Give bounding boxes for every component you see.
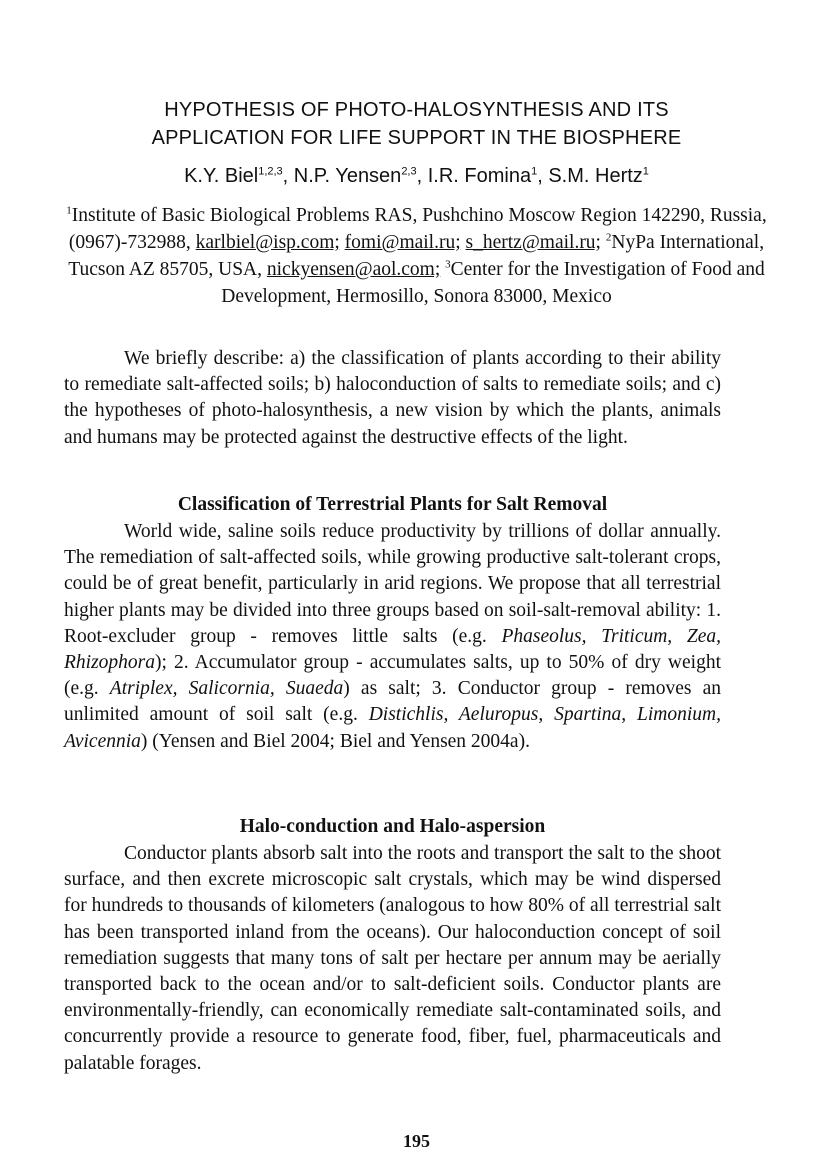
section-heading: Classification of Terrestrial Plants for Salt Removal — [177, 494, 608, 515]
abstract-paragraph: We briefly describe: a) the classification of plants according to their ability to remediate salt-affected soils; b) haloconduction of salts to remediate soils; and c) the hypotheses of photo-halosynthesis, a new vision by which the plants, animals and humans may be protected against the destructive effects of the light. — [64, 348, 721, 448]
author-name: S.M. Hertz — [548, 165, 643, 187]
author-affiliation-mark: 2,3 — [401, 165, 417, 178]
body-paragraph — [64, 519, 721, 755]
affiliation-mark: 2 — [605, 231, 612, 244]
affiliation-text: NyPa International, Tucson AZ 85705, USA, — [68, 232, 765, 280]
section-heading: Halo-conduction and Halo-aspersion — [239, 816, 546, 837]
author-affiliation-mark: 1 — [642, 165, 649, 178]
body-text: ) (Yensen and Biel 2004; Biel and Yensen 2004a). — [140, 730, 530, 752]
title-line-1: HYPOTHESIS OF PHOTO-HALOSYNTHESIS AND ITS — [164, 99, 669, 121]
body-text: ); 2. Accumulator group - accumulates salts, up to 50% of dry weight (e.g. — [64, 652, 721, 700]
affiliation-text: Center for the Investigation of Food and Development, Hermosillo, Sonora 83000, Mexico — [221, 259, 765, 307]
title-line-2: APPLICATION FOR LIFE SUPPORT IN THE BIOSPHERE — [151, 127, 682, 149]
author-name: I.R. Fomina — [427, 165, 532, 187]
email-link[interactable]: fomi@mail.ru; — [344, 232, 461, 253]
affiliations — [62, 202, 771, 310]
affiliation-mark: 3 — [445, 258, 451, 271]
genus-list: Phaseolus, Triticum, Zea, Rhizophora — [64, 625, 721, 674]
email-link[interactable]: nickyensen@aol.com; — [266, 259, 441, 280]
body-text: ) as salt; 3. Conductor group - removes an unlimited amount of soil salt (e.g. — [64, 678, 722, 726]
affiliation-text: Institute of Basic Biological Problems RAS, Pushchino Moscow Region 142290, Russia, (0967)-732988, — [68, 205, 767, 253]
author-affiliation-mark: 1 — [531, 165, 538, 178]
email-link[interactable]: s_hertz@mail.ru; — [465, 232, 601, 253]
email-link[interactable]: karlbiel@isp.com; — [195, 232, 340, 253]
author-separator: , — [282, 165, 294, 187]
body-paragraph: Conductor plants absorb salt into the roots and transport the salt to the shoot surface, and then excrete microscopic salt crystals, which may be wind dispersed for hundreds to thousands of kilometers (analogous to how 80% of all terrestrial salt has been transported inland from the oceans). Our haloconduction concept of soil remediation suggests that many tons of salt per hectare per annum may be aerially transported back to the ocean and/or to salt-deficient soils. Conductor plants are environmentally-friendly, can economically remediate salt-contaminated soils, and concurrently provide a resource to generate food, fiber, fuel, pharmaceuticals and palatable forages. — [64, 843, 721, 1074]
paper-title — [60, 96, 773, 152]
author-separator: , — [416, 165, 428, 187]
page-number: 195 — [403, 1131, 430, 1151]
genus-list: Atriplex, Salicornia, Suaeda — [109, 678, 344, 700]
author-separator: , — [537, 165, 549, 187]
author-name: N.P. Yensen — [293, 165, 402, 187]
author-list — [60, 162, 773, 190]
author-name: K.Y. Biel — [184, 165, 259, 187]
genus-list: Distichlis, Aeluropus, Spartina, Limonium, Avicennia — [64, 704, 721, 752]
affiliation-mark: 1 — [66, 204, 72, 217]
body-text: World wide, saline soils reduce productivity by trillions of dollar annually. The remediation of salt-affected soils, while growing productive salt-tolerant crops, could be of great benefit, particularly in arid regions. We propose that all terrestrial higher plants may be divided into three groups based on soil-salt-removal ability: 1. Root-excluder group - removes little salts (e.g. — [64, 521, 721, 647]
author-affiliation-mark: 1,2,3 — [258, 165, 283, 178]
